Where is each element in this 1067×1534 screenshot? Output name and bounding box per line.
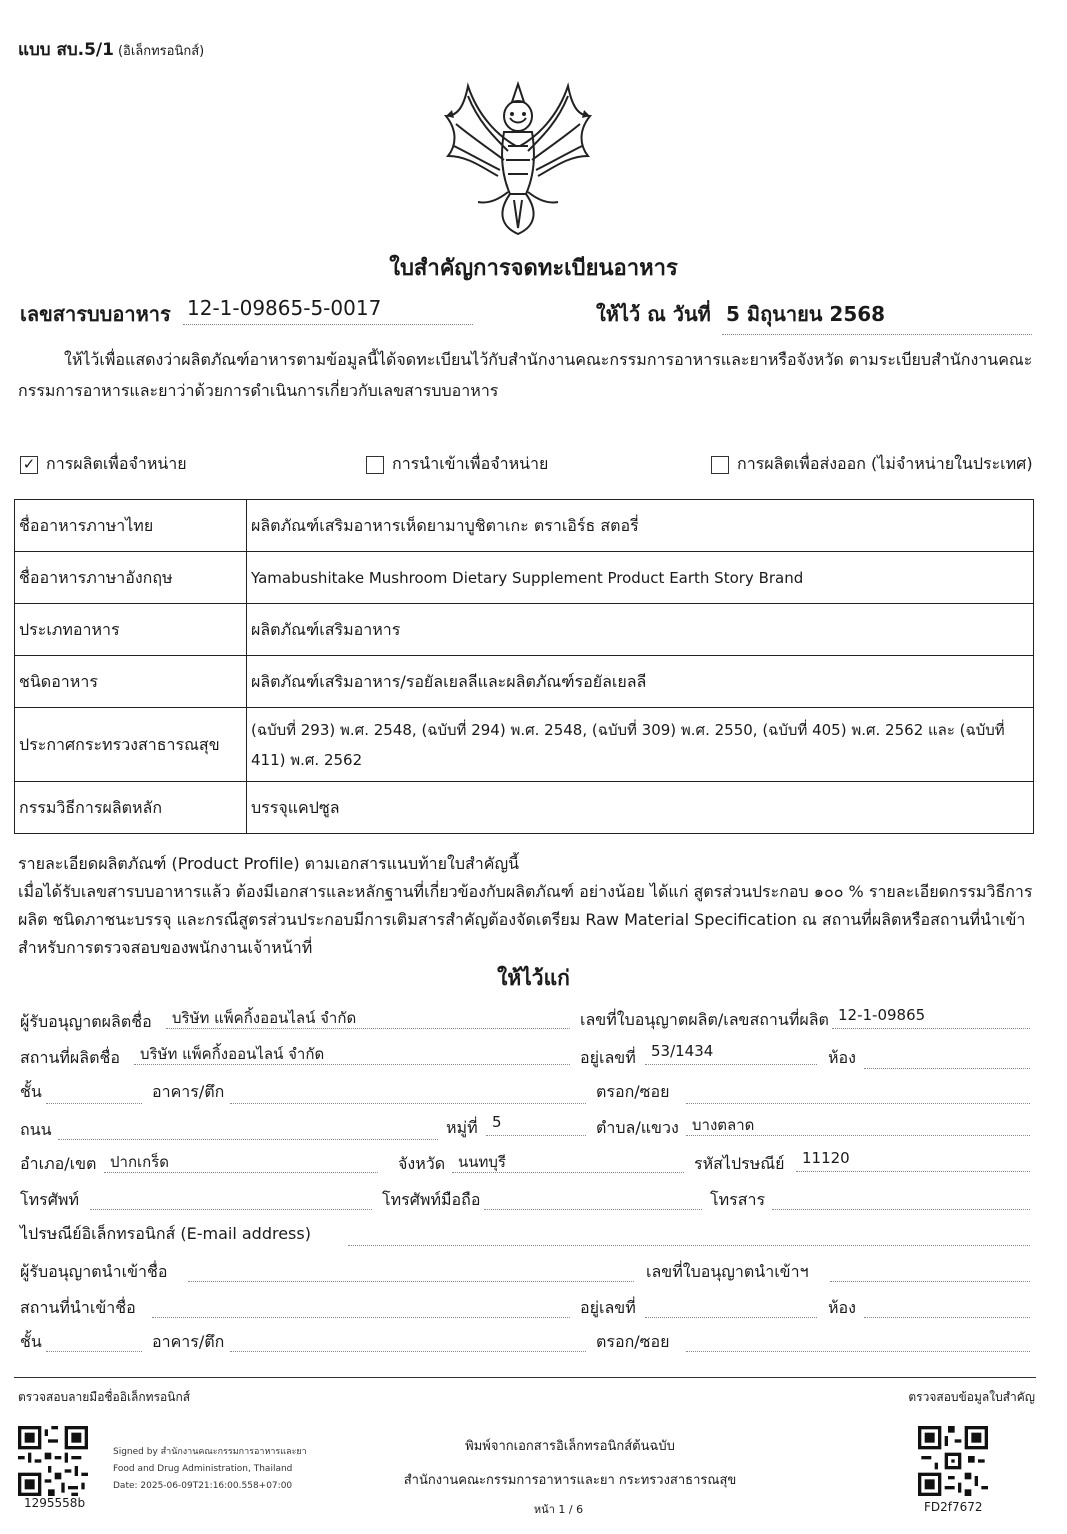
form-code-note: (อิเล็กทรอนิกส์): [117, 44, 205, 59]
table-value: Yamabushitake Mushroom Dietary Supplement Product Earth Story Brand: [247, 552, 1034, 604]
category-export: [711, 452, 1033, 477]
import-building-label: อาคาร/ตึก: [152, 1332, 225, 1351]
fax-value: [772, 1186, 1030, 1210]
intro-text: ให้ไว้เพื่อแสดงว่าผลิตภัณฑ์อาหารตามข้อมูลนี้ได้จดทะเบียนไว้กับสำนักงานคณะกรรมการอาหารและยาหรือจังหวัด ตามระเบียบสำนักงานคณะกรรมการอาหารและยาว่าด้วยการดำเนินการเกี่ยวกับเลขสารบบอาหาร: [18, 350, 1033, 400]
import-address-label: อยู่เลขที่: [580, 1298, 636, 1317]
room-value: [864, 1045, 1030, 1069]
room-label: ห้อง: [828, 1048, 856, 1067]
import-license-label: เลขที่ใบอนุญาตนำเข้าฯ: [646, 1262, 809, 1281]
category-label: การผลิตเพื่อส่งออก (ไม่จำหน่ายในประเทศ): [737, 454, 1033, 473]
district-label: อำเภอ/เขต: [20, 1154, 97, 1173]
import-site-label: สถานที่นำเข้าชื่อ: [20, 1298, 136, 1317]
import-room-label: ห้อง: [828, 1298, 856, 1317]
postcode-label: รหัสไปรษณีย์: [694, 1154, 785, 1173]
table-value: ผลิตภัณฑ์เสริมอาหาร/รอยัลเยลลีและผลิตภัณฑ์รอยัลเยลลี: [247, 656, 1034, 708]
postcode-value: 11120: [796, 1148, 1030, 1172]
building-label: อาคาร/ตึก: [152, 1082, 225, 1101]
table-row: [15, 708, 1034, 782]
table-row: [15, 500, 1034, 552]
province-value: นนทบุรี: [452, 1149, 684, 1173]
import-site-value: [152, 1294, 570, 1318]
table-row: [15, 552, 1034, 604]
issued-label: ให้ไว้ ณ วันที่: [596, 302, 711, 326]
floor-label: ชั้น: [20, 1082, 42, 1101]
checkbox-empty-icon: [366, 456, 384, 474]
soi-value: [686, 1080, 1030, 1104]
address-no-label: อยู่เลขที่: [580, 1048, 636, 1067]
checkbox-checked-icon: ✓: [20, 456, 38, 474]
import-floor-label: ชั้น: [20, 1332, 42, 1351]
table-key: ชื่ออาหารภาษาไทย: [15, 500, 247, 552]
table-key: ชื่ออาหารภาษาอังกฤษ: [15, 552, 247, 604]
table-value: (ฉบับที่ 293) พ.ศ. 2548, (ฉบับที่ 294) พ.ศ. 2548, (ฉบับที่ 309) พ.ศ. 2550, (ฉบับที่ 405) พ.ศ. 2562 และ (ฉบับที่ 411) พ.ศ. 2562: [247, 708, 1034, 782]
import-soi-value: [686, 1328, 1030, 1352]
licensee-label: ผู้รับอนุญาตผลิตชื่อ: [20, 1012, 152, 1031]
road-label: ถนน: [20, 1120, 52, 1139]
import-floor-value: [46, 1328, 142, 1352]
table-key: ประกาศกระทรวงสาธารณสุข: [15, 708, 247, 782]
office-name: สำนักงานคณะกรรมการอาหารและยา กระทรวงสาธารณสุข: [403, 1473, 737, 1488]
site-label: สถานที่ผลิตชื่อ: [20, 1048, 120, 1067]
site-value: บริษัท แพ็คกิ้งออนไลน์ จำกัด: [134, 1041, 570, 1065]
import-address-value: [645, 1294, 817, 1318]
form-code: [18, 36, 204, 63]
import-building-value: [230, 1328, 586, 1352]
table-value: บรรจุแคปซูล: [247, 782, 1034, 834]
footer-divider: [14, 1377, 1036, 1378]
table-key: ชนิดอาหาร: [15, 656, 247, 708]
category-label: การนำเข้าเพื่อจำหน่าย: [392, 454, 549, 473]
document-title: ใบสำคัญการจดทะเบียนอาหาร: [389, 256, 678, 281]
mobile-value: [484, 1186, 702, 1210]
table-row: [15, 604, 1034, 656]
granted-to-heading: ให้ไว้แก่: [497, 966, 570, 990]
right-code: FD2f7672: [924, 1500, 983, 1514]
issued-date: 5 มิถุนายน 2568: [722, 298, 1032, 335]
district-value: ปากเกร็ด: [104, 1149, 378, 1173]
building-value: [230, 1080, 586, 1104]
phone-value: [90, 1186, 372, 1210]
printed-from: พิมพ์จากเอกสารอิเล็กทรอนิกส์ต้นฉบับ: [465, 1439, 675, 1454]
importer-value: [188, 1258, 634, 1282]
table-row: [15, 782, 1034, 834]
registration-label: เลขสารบบอาหาร: [20, 302, 171, 326]
notice-block: [18, 850, 1038, 962]
signed-by: Signed by สำนักงานคณะกรรมการอาหารและยา: [113, 1447, 307, 1457]
table-key: กรรมวิธีการผลิตหลัก: [15, 782, 247, 834]
verify-signature-label: ตรวจสอบลายมือชื่ออิเล็กทรอนิกส์: [18, 1390, 191, 1404]
licensee-value: บริษัท แพ็คกิ้งออนไลน์ จำกัด: [166, 1005, 570, 1029]
import-soi-label: ตรอก/ซอย: [596, 1332, 670, 1351]
fax-label: โทรสาร: [710, 1190, 766, 1209]
subdistrict-label: ตำบล/แขวง: [596, 1118, 679, 1137]
category-label: การผลิตเพื่อจำหน่าย: [46, 454, 187, 473]
food-info-table: [14, 499, 1034, 834]
form-code-label: แบบ สบ.5/1: [18, 40, 114, 60]
floor-value: [46, 1080, 142, 1104]
category-import: [366, 452, 548, 477]
garuda-emblem-icon: [438, 76, 598, 238]
email-label: ไปรษณีย์อิเล็กทรอนิกส์ (E-mail address): [20, 1224, 311, 1243]
province-label: จังหวัด: [398, 1154, 446, 1173]
notice-text: เมื่อได้รับเลขสารบบอาหารแล้ว ต้องมีเอกสารและหลักฐานที่เกี่ยวข้องกับผลิตภัณฑ์ อย่างน้อย ได้แก่ สูตรส่วนประกอบ ๑๐๐ % รายละเอียดกรรมวิธีการผลิต ชนิดภาชนะบรรจุ และกรณีสูตรส่วนประกอบมีการเติมสารสำคัญต้องจัดเตรียม Raw Material Specification ณ สถานที่ผลิตหรือสถานที่นำเข้าสำหรับการตรวจสอบของพนักงานเจ้าหน้าที่: [18, 882, 1033, 957]
mobile-label: โทรศัพท์มือถือ: [382, 1190, 481, 1209]
table-key: ประเภทอาหาร: [15, 604, 247, 656]
table-value: ผลิตภัณฑ์เสริมอาหาร: [247, 604, 1034, 656]
road-value: [58, 1116, 438, 1140]
email-value: [348, 1222, 1030, 1246]
moo-label: หมู่ที่: [446, 1118, 478, 1137]
table-value: ผลิตภัณฑ์เสริมอาหารเห็ดยามาบูชิตาเกะ ตราเอิร์ธ สตอรี่: [247, 500, 1034, 552]
license-no-value: 12-1-09865: [832, 1005, 1030, 1029]
registration-number: 12-1-09865-5-0017: [183, 296, 473, 325]
soi-label: ตรอก/ซอย: [596, 1082, 670, 1101]
left-code: 1295558b: [24, 1496, 86, 1510]
product-profile-text: รายละเอียดผลิตภัณฑ์ (Product Profile) ตามเอกสารแนบท้ายใบสำคัญนี้: [18, 854, 520, 873]
license-no-label: เลขที่ใบอนุญาตผลิต/เลขสถานที่ผลิต: [580, 1010, 829, 1029]
moo-value: 5: [486, 1112, 586, 1136]
certificate-qr-code-icon[interactable]: [918, 1426, 988, 1496]
import-room-value: [864, 1294, 1030, 1318]
category-manufacture: [20, 452, 187, 477]
signer-en: Food and Drug Administration, Thailand: [113, 1464, 293, 1474]
sign-date: Date: 2025-06-09T21:16:00.558+07:00: [113, 1481, 293, 1491]
table-row: [15, 656, 1034, 708]
phone-label: โทรศัพท์: [20, 1190, 79, 1209]
verify-data-label: ตรวจสอบข้อมูลใบสำคัญ: [908, 1390, 1035, 1404]
page-number: หน้า 1 / 6: [533, 1503, 584, 1516]
import-license-value: [830, 1258, 1030, 1282]
checkbox-empty-icon: [711, 456, 729, 474]
address-no-value: 53/1434: [645, 1041, 817, 1065]
importer-label: ผู้รับอนุญาตนำเข้าชื่อ: [20, 1262, 168, 1281]
subdistrict-value: บางตลาด: [686, 1112, 1030, 1136]
